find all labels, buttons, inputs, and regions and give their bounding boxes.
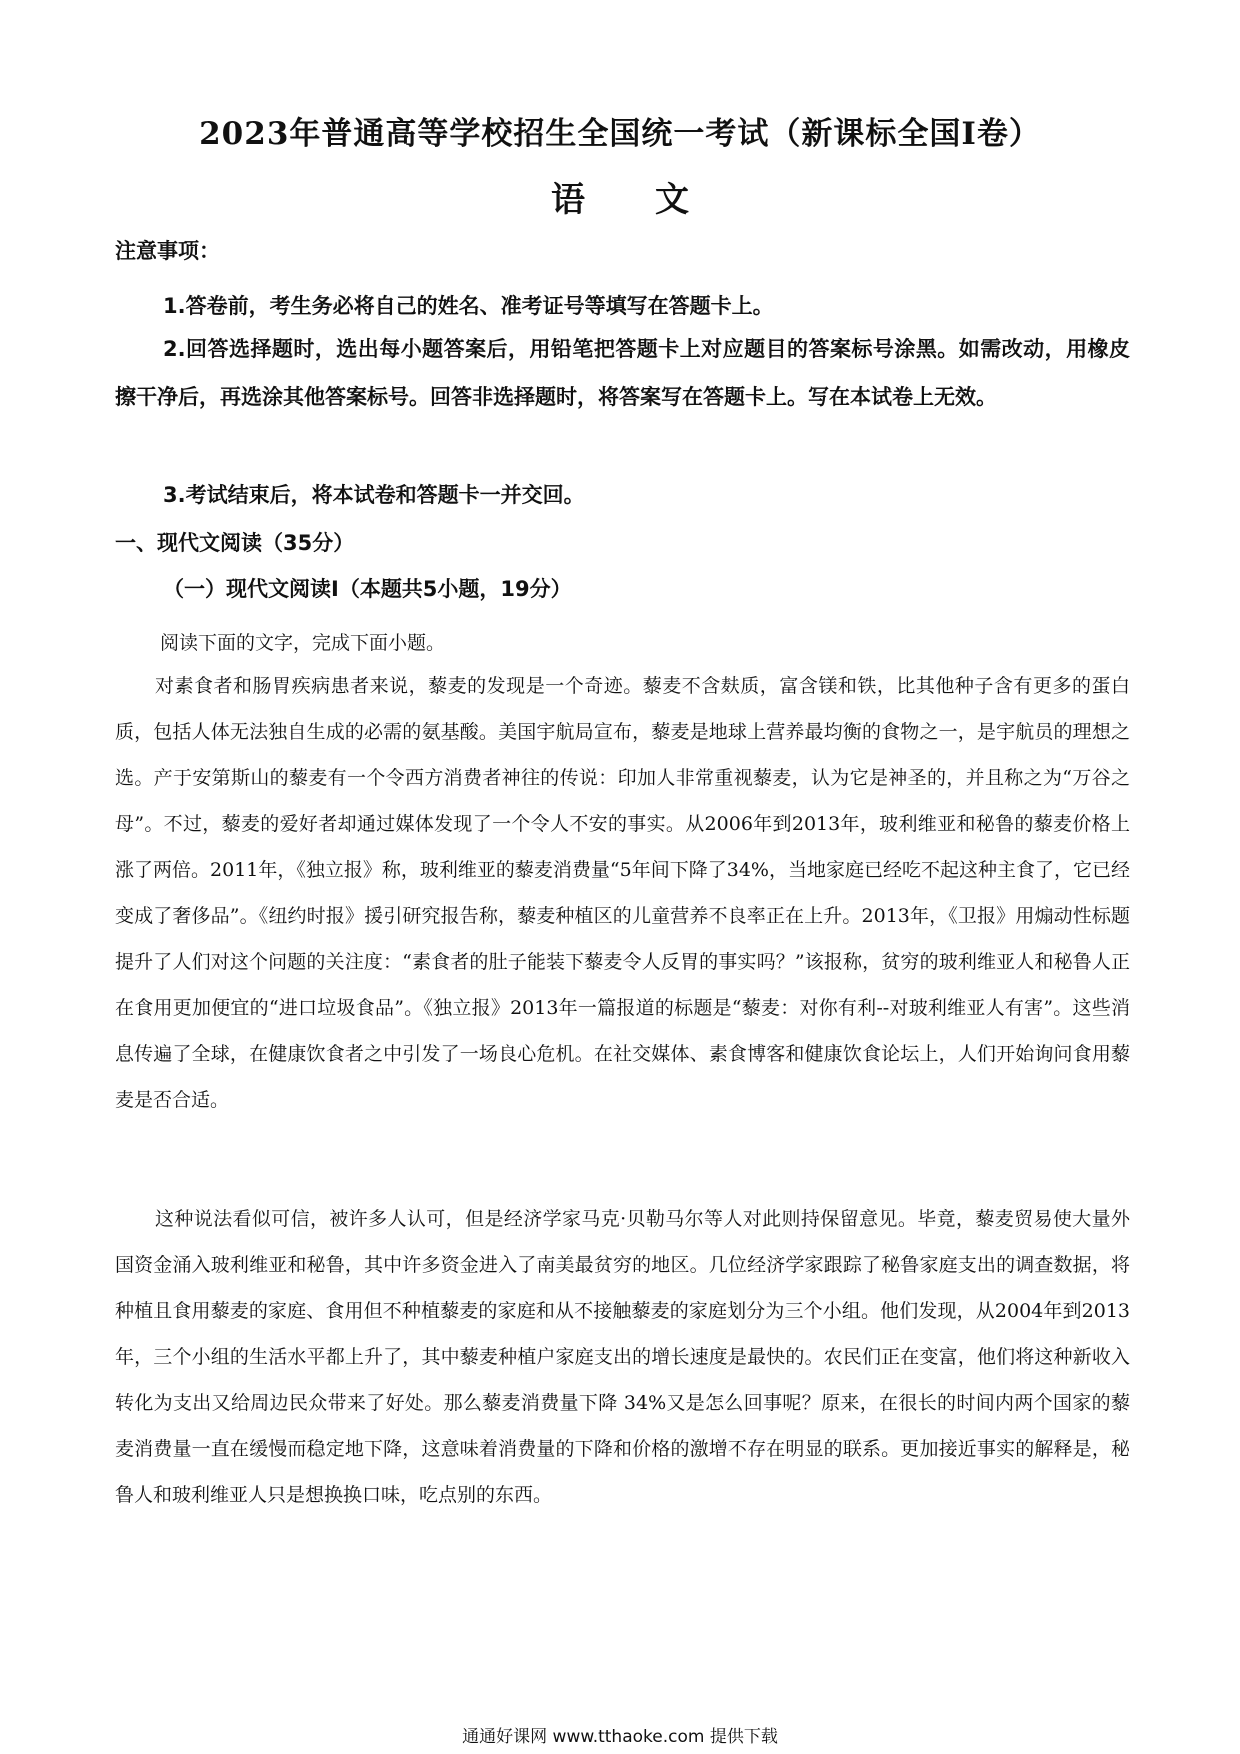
passage-paragraph-2: 这种说法看似可信，被许多人认可，但是经济学家马克·贝勒马尔等人对此则持保留意见。毕竟，藜麦贸易使大量外国资金涌入玻利维亚和秘鲁，其中许多资金进入了南美最贫穷的地区。几位经济学家跟踪了秘鲁家庭支出的调查数据，将种植且食用藜麦的家庭、食用但不种植藜麦的家庭和从不接触藜麦的家庭划分为三个小组。他们发现，从2004年到2013年，三个小组的生活水平都上升了，其中藜麦种植户家庭支出的增长速度是最快的。农民们正在变富，他们将这种新收入转化为支出又给周边民众带来了好处。那么藜麦消费量下降 34%又是怎么回事呢？原来，在很长的时间内两个国家的藜麦消费量一直在缓慢而稳定地下降，这意味着消费量的下降和价格的激增不存在明显的联系。更加接近事实的解释是，秘鲁人和玻利维亚人只是想换换口味，吃点别的东西。: [115, 1208, 1130, 1506]
notice-heading: 注意事项：: [115, 239, 220, 263]
reading-instruction: 阅读下面的文字，完成下面小题。: [160, 632, 446, 654]
page-footer: 通通好课网 www.tthaoke.com 提供下载: [462, 1727, 778, 1747]
sub-section-heading: （一）现代文阅读Ⅰ（本题共5小题，19分）: [163, 577, 572, 601]
section-heading: 一、现代文阅读（35分）: [115, 531, 355, 555]
subject-char-2: 文: [655, 180, 689, 220]
notice-item-3: 3.考试结束后，将本试卷和答题卡一并交回。: [163, 483, 585, 507]
subject-title: [0, 172, 1240, 221]
passage-paragraph-1: 对素食者和肠胃疾病患者来说，藜麦的发现是一个奇迹。藜麦不含麸质，富含镁和铁，比其他种子含有更多的蛋白质，包括人体无法独自生成的必需的氨基酸。美国宇航局宣布，藜麦是地球上营养最均衡的食物之一，是宇航员的理想之选。产于安第斯山的藜麦有一个令西方消费者神往的传说：印加人非常重视藜麦，认为它是神圣的，并且称之为“万谷之母”。不过，藜麦的爱好者却通过媒体发现了一个令人不安的事实。从2006年到2013年，玻利维亚和秘鲁的藜麦价格上涨了两倍。2011年，《独立报》称，玻利维亚的藜麦消费量“5年间下降了34%，当地家庭已经吃不起这种主食了，它已经变成了奢侈品”。《纽约时报》援引研究报告称，藜麦种植区的儿童营养不良率正在上升。2013年，《卫报》用煽动性标题提升了人们对这个问题的关注度：“素食者的肚子能装下藜麦令人反胃的事实吗？”该报称，贫穷的玻利维亚人和秘鲁人正在食用更加便宜的“进口垃圾食品”。《独立报》2013年一篇报道的标题是“藜麦：对你有利--对玻利维亚人有害”。这些消息传遍了全球，在健康饮食者之中引发了一场良心危机。在社交媒体、素食博客和健康饮食论坛上，人们开始询问食用藜麦是否合适。: [115, 675, 1130, 1111]
notice-item-1: 1.答卷前，考生务必将自己的姓名、准考证号等填写在答题卡上。: [163, 294, 774, 318]
exam-title: 2023年普通高等学校招生全国统一考试（新课标全国Ⅰ卷）: [199, 116, 1041, 152]
notice-item-2: 2.回答选择题时，选出每小题答案后，用铅笔把答题卡上对应题目的答案标号涂黑。如需改动，用橡皮擦干净后，再选涂其他答案标号。回答非选择题时，将答案写在答题卡上。写在本试卷上无效。: [115, 337, 1130, 409]
subject-char-1: 语: [551, 180, 585, 220]
